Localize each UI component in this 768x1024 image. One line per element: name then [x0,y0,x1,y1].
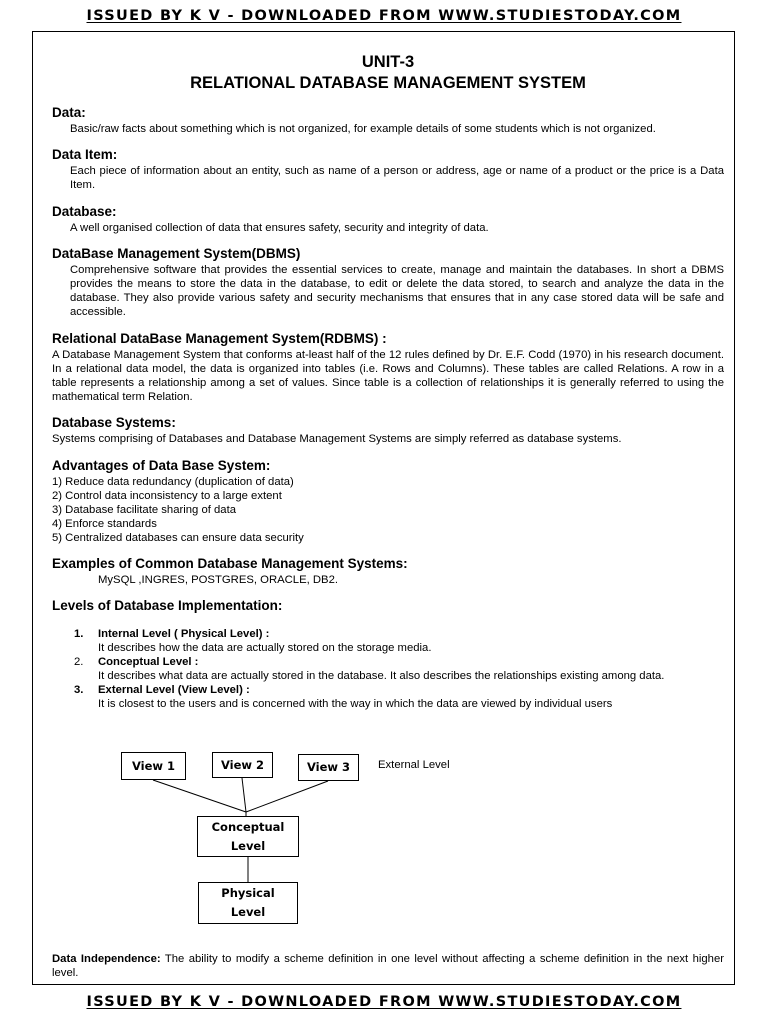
section-database [52,203,724,235]
level-number: 1. [74,627,84,640]
section-rdbms [52,330,724,405]
section-heading: Data: [52,105,86,120]
box-label-line: Level [230,838,266,853]
data-independence [52,952,724,980]
conceptual-level-box [197,816,299,857]
section-data-item [52,146,724,192]
view-2-box: View 2 [212,752,273,778]
section-heading: Levels of Database Implementation: [52,597,283,613]
box-label-line: Conceptual [211,819,285,834]
section-heading: Database Systems: [52,415,176,431]
level-number: 3. [74,683,84,696]
section-examples [52,555,724,587]
level-title: External Level (View Level) : [98,683,250,696]
section-heading: Database: [52,203,117,219]
page-content [52,52,724,721]
section-data [52,104,724,136]
section-text: Systems comprising of Databases and Database Management Systems are simply referred as database systems. [52,433,622,446]
section-levels [52,597,724,711]
view-1-box: View 1 [121,752,186,780]
level-item [52,683,724,697]
levels-list [52,627,724,711]
level-description: It describes what data are actually stored in the database. It also describes the relationships existing among data. [98,669,665,682]
page-title: RELATIONAL DATABASE MANAGEMENT SYSTEM [190,74,586,92]
data-independence-text: The ability to modify a scheme definition in one level without affecting a scheme definition in the next higher level. [52,953,724,980]
section-heading: Advantages of Data Base System: [52,457,271,473]
bottom-banner: ISSUED BY K V - DOWNLOADED FROM WWW.STUDIESTODAY.COM [86,994,682,1010]
section-heading: Relational DataBase Management System(RDBMS) : [52,330,387,346]
box-label-line: Level [230,905,266,919]
section-heading: DataBase Management System(DBMS) [52,245,301,261]
list-item: 3) Database facilitate sharing of data [52,503,236,516]
level-title: Conceptual Level : [98,655,199,668]
section-text: Comprehensive software that provides the essential services to create, manage and maintain the databases. In short a DBMS provides the means to store the data in the database, to edit or delete the data stored, to search and analyze the data in the database. They also provide various safety and security mechanisms that ensures that in any case stored data will be safe and accessible. [70,263,724,319]
view-3-box: View 3 [298,754,359,781]
list-item: 2) Control data inconsistency to a large extent [52,489,282,502]
physical-level-box [198,882,298,924]
section-database-systems [52,414,724,446]
external-level-label: External Level [378,759,450,771]
list-item: 1) Reduce data redundancy (duplication of data) [52,475,294,488]
level-title: Internal Level ( Physical Level) : [98,627,270,640]
unit-label: UNIT-3 [361,53,415,71]
section-heading: Examples of Common Database Management Systems: [52,555,408,571]
section-text: A Database Management System that conforms at-least half of the 12 rules defined by Dr. E.F. Codd (1970) in his research document. In a relational data model, the data is organized into tables (i.e. Rows and Columns). These tables are called Relations. A row in a table represents a relationship among a set of values. Since table is a collection of relationships it is generally referred to using the mathematical term Relation. [52,348,724,404]
section-heading: Data Item: [52,147,118,163]
section-text: A well organised collection of data that ensures safety, security and integrity of data. [70,221,489,234]
section-text: Each piece of information about an entity, such as name of a person or address, age or name of a product or the price is a Data Item. [70,165,724,192]
level-description: It describes how the data are actually stored on the storage media. [98,641,432,654]
section-advantages [52,457,724,545]
level-item [52,627,724,641]
section-text: MySQL ,INGRES, POSTGRES, ORACLE, DB2. [98,573,339,586]
section-text: Basic/raw facts about something which is not organized, for example details of some students which is not organized. [70,123,656,135]
level-number: 2. [74,655,84,668]
top-banner: ISSUED BY K V - DOWNLOADED FROM WWW.STUDIESTODAY.COM [86,8,682,24]
section-dbms [52,245,724,320]
box-label-line: Physical [221,886,275,900]
list-item: 5) Centralized databases can ensure data security [52,531,304,544]
level-description: It is closest to the users and is concerned with the way in which the data are viewed by individual users [98,697,613,710]
list-item: 4) Enforce standards [52,517,157,530]
level-item [52,655,724,669]
data-independence-label: Data Independence: [52,953,161,965]
